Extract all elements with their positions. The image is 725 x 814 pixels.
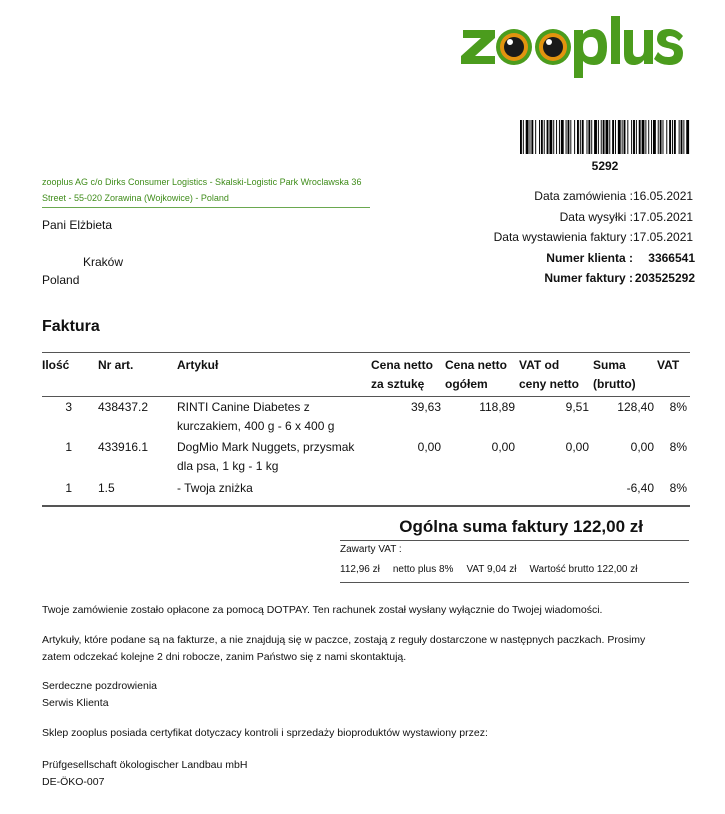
- total-title: Ogólna suma faktury 122,00 zł: [340, 514, 689, 541]
- barcode-bar: [674, 120, 676, 154]
- invoice-table: [42, 352, 690, 495]
- zooplus-logo: [461, 16, 685, 80]
- table-row: [42, 479, 690, 499]
- table-bottom-rule: [42, 505, 690, 507]
- barcode: [520, 120, 690, 154]
- invoice-total: [340, 514, 689, 583]
- vat-net-amount: 112,96 zł: [340, 564, 380, 575]
- logo-eye-right: [535, 29, 571, 65]
- barcode-bar: [658, 120, 659, 154]
- barcode-bar: [683, 120, 684, 154]
- header-vat-from-net: [519, 356, 579, 394]
- barcode-bar: [622, 120, 623, 154]
- barcode-bar: [612, 120, 614, 154]
- barcode-bar: [606, 120, 609, 154]
- order-date-label: Data zamówienia :: [534, 189, 633, 204]
- barcode-bar: [591, 120, 592, 154]
- barcode-bar: [582, 120, 584, 154]
- header-gross-line1: Suma: [593, 358, 626, 372]
- barcode-bar: [520, 120, 522, 154]
- row-article-line2: dla psa, 1 kg - 1 kg: [177, 459, 279, 473]
- row-article-number: 433916.1: [98, 440, 149, 454]
- barcode-bar: [618, 120, 621, 154]
- barcode-bar: [672, 120, 673, 154]
- header-total-net-line2: ogółem: [445, 377, 488, 391]
- barcode-bar: [535, 120, 536, 154]
- header-unit-net-line1: Cena netto: [371, 358, 434, 372]
- barcode-bar: [681, 120, 683, 154]
- row-article: [177, 438, 354, 476]
- invoice-number-row: [435, 268, 695, 289]
- certifier-code: DE-ÖKO-007: [42, 776, 105, 788]
- header-unit-net-line2: za sztukę: [371, 377, 425, 391]
- greeting-line2: Serwis Klienta: [42, 697, 109, 709]
- row-vat-amount: 0,00: [565, 440, 589, 454]
- row-article-line2: kurczakiem, 400 g - 6 x 400 g: [177, 419, 335, 433]
- logo-letter-p: [574, 29, 607, 78]
- greeting: [42, 678, 692, 712]
- barcode-bar: [568, 120, 570, 154]
- order-date-value: 16.05.2021: [633, 189, 694, 204]
- logo-letter-z: [461, 30, 495, 64]
- row-article-number: 1.5: [98, 481, 115, 495]
- barcode-bar: [556, 120, 557, 154]
- vat-summary-line: [340, 560, 689, 583]
- barcode-bar: [531, 120, 533, 154]
- barcode-bar: [645, 120, 646, 154]
- vat-net-plus: netto plus 8%: [392, 564, 454, 575]
- header-qty: Ilość: [42, 358, 70, 372]
- invoice-date-row: [435, 227, 695, 248]
- payment-note: Twoje zamówienie zostało opłacone za pomocą DOTPAY. Ten rachunek został wysłany wyłącznie do Twojej wiadomości.: [42, 604, 603, 616]
- barcode-bar: [663, 120, 664, 154]
- barcode-bar: [601, 120, 602, 154]
- invoice-title: Faktura: [42, 318, 100, 335]
- logo-letter-u: [624, 30, 653, 65]
- ship-date-label: Data wysyłki :: [559, 209, 633, 224]
- barcode-bar: [615, 120, 616, 154]
- table-row: [42, 438, 690, 476]
- barcode-bar: [561, 120, 564, 154]
- header-vat-from-net-line2: ceny netto: [519, 377, 580, 391]
- customer-number-label: Numer klienta :: [546, 250, 633, 265]
- vat-gross-amount: Wartość brutto 122,00 zł: [529, 564, 638, 575]
- barcode-bar: [651, 120, 652, 154]
- row-unit-net: 39,63: [410, 400, 441, 414]
- table-row: [42, 398, 690, 436]
- delivery-note: [42, 632, 692, 666]
- logo-letter-s: [654, 29, 683, 65]
- barcode-bar: [574, 120, 575, 154]
- header-total-net-line1: Cena netto: [445, 358, 508, 372]
- sender-line-2: Street - 55-020 Zorawina (Wojkowice) - Poland: [42, 193, 229, 203]
- barcode-bar: [549, 120, 552, 154]
- invoice-number-value: 203525292: [634, 271, 695, 286]
- row-unit-net: 0,00: [417, 440, 441, 454]
- invoice-date-label: Data wystawienia faktury :: [493, 230, 633, 245]
- row-article: - Twoja zniżka: [177, 481, 253, 495]
- recipient-country: Poland: [42, 273, 80, 287]
- customer-number-row: [435, 248, 695, 269]
- sender-line-1: zooplus AG c/o Dirks Consumer Logistics - Skalski-Logistic Park Wroclawska 36: [42, 177, 362, 187]
- barcode-bar: [631, 120, 632, 154]
- logo-letter-l: [611, 16, 620, 64]
- barcode-bar: [539, 120, 540, 154]
- row-gross: -6,40: [626, 481, 654, 495]
- barcode-bar: [636, 120, 637, 154]
- invoice-meta: [435, 186, 695, 289]
- customer-number-value: 3366541: [648, 250, 695, 265]
- barcode-bar: [580, 120, 581, 154]
- greeting-line1: Serdeczne pozdrowienia: [42, 680, 157, 692]
- vat-amount: VAT 9,04 zł: [466, 564, 517, 575]
- barcode-bar: [660, 120, 662, 154]
- barcode-bar: [642, 120, 645, 154]
- header-article: Artykuł: [177, 358, 219, 372]
- barcode-bar: [594, 120, 597, 154]
- barcode-number: 5292: [591, 159, 619, 173]
- row-vat: 8%: [669, 440, 687, 454]
- barcode-bar: [588, 120, 590, 154]
- row-article-number: 438437.2: [98, 400, 149, 414]
- barcode-bar: [570, 120, 571, 154]
- barcode-bar: [541, 120, 543, 154]
- barcode-bar: [686, 120, 689, 154]
- row-gross: 128,40: [617, 400, 654, 414]
- barcode-bar: [587, 120, 588, 154]
- row-article-line1: DogMio Mark Nuggets, przysmak: [177, 440, 355, 454]
- header-gross-line2: (brutto): [593, 377, 636, 391]
- barcode-bar: [523, 120, 524, 154]
- delivery-note-line1: Artykuły, które podane są na fakturze, a nie znajdują się w paczce, zostają z reguły dostarczone w następnych paczkach. Prosimy: [42, 634, 646, 646]
- recipient-name: Pani Elżbieta: [42, 218, 113, 232]
- barcode-bar: [530, 120, 531, 154]
- logo-eye-left: [496, 29, 532, 65]
- certifier: [42, 757, 692, 791]
- barcode-bar: [577, 120, 579, 154]
- barcode-bar: [669, 120, 671, 154]
- recipient-city: Kraków: [83, 255, 124, 269]
- barcode-bar: [566, 120, 567, 154]
- barcode-bar: [544, 120, 545, 154]
- header-article-number: Nr art.: [98, 358, 134, 372]
- table-header: [42, 352, 690, 397]
- barcode-bar: [553, 120, 554, 154]
- row-qty: 1: [65, 440, 72, 454]
- ship-date-row: [435, 207, 695, 228]
- header-total-net: [445, 356, 507, 394]
- header-vat: VAT: [657, 358, 680, 372]
- barcode-bar: [559, 120, 560, 154]
- row-vat: 8%: [669, 400, 687, 414]
- barcode-bar: [639, 120, 641, 154]
- barcode-bar: [603, 120, 605, 154]
- barcode-bar: [526, 120, 529, 154]
- barcode-bar: [627, 120, 628, 154]
- barcode-bar: [633, 120, 635, 154]
- vat-summary: [340, 541, 689, 583]
- ship-date-value: 17.05.2021: [633, 209, 694, 224]
- row-total-net: 0,00: [491, 440, 515, 454]
- delivery-note-line2: zatem odczekać kolejne 2 dni robocze, zanim Państwo się z nami skontaktują.: [42, 651, 407, 663]
- row-article: [177, 398, 334, 436]
- barcode-bar: [624, 120, 626, 154]
- barcode-bar: [648, 120, 649, 154]
- barcode-bar: [666, 120, 667, 154]
- certificate-note: Sklep zooplus posiada certyfikat dotyczacy kontroli i sprzedaży bioproduktów wystawiony przez:: [42, 727, 488, 739]
- row-gross: 0,00: [630, 440, 654, 454]
- header-vat-from-net-line1: VAT od: [519, 358, 560, 372]
- barcode-bar: [653, 120, 656, 154]
- row-qty: 1: [65, 481, 72, 495]
- invoice-date-value: 17.05.2021: [633, 230, 694, 245]
- row-qty: 3: [65, 400, 72, 414]
- header-gross: [593, 356, 636, 394]
- row-vat: 8%: [669, 481, 687, 495]
- invoice-number-label: Numer faktury :: [544, 271, 633, 286]
- barcode-bar: [609, 120, 610, 154]
- row-vat-amount: 9,51: [565, 400, 589, 414]
- barcode-bar: [679, 120, 680, 154]
- row-article-line1: RINTI Canine Diabetes z: [177, 400, 310, 414]
- order-date-row: [435, 186, 695, 207]
- certifier-name: Prüfgesellschaft ökologischer Landbau mbH: [42, 759, 248, 771]
- vat-included-label: Zawarty VAT :: [340, 544, 402, 555]
- barcode-bar: [547, 120, 549, 154]
- barcode-bar: [598, 120, 599, 154]
- sender-address: [42, 174, 370, 208]
- row-total-net: 118,89: [479, 400, 515, 414]
- header-unit-net: [371, 356, 433, 394]
